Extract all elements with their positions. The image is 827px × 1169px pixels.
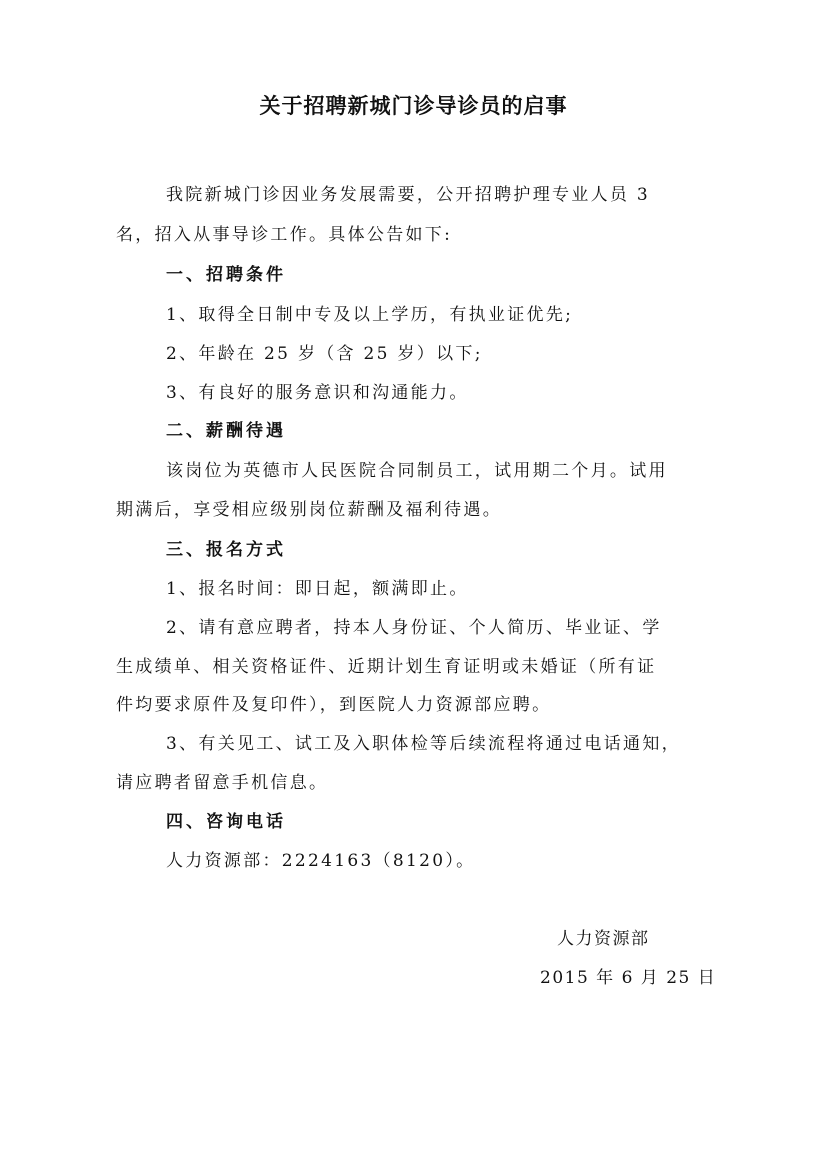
application-item-3-line-1: 3、有关见工、试工及入职体检等后续流程将通过电话通知， [166, 734, 681, 754]
section-heading-application: 三、报名方式 [166, 540, 286, 560]
section-heading-requirements: 一、招聘条件 [166, 265, 286, 285]
section-heading-compensation: 二、薪酬待遇 [166, 421, 286, 441]
application-item-1: 1、报名时间：即日起，额满即止。 [166, 579, 469, 599]
requirement-item-2: 2、年龄在 25 岁（含 25 岁）以下; [166, 344, 483, 364]
section-heading-contact: 四、咨询电话 [166, 812, 286, 832]
application-item-3-line-2: 请应聘者留意手机信息。 [116, 773, 329, 793]
contact-phone-line: 人力资源部：2224163（8120）。 [166, 851, 476, 871]
requirement-item-3: 3、有良好的服务意识和沟通能力。 [166, 383, 469, 403]
page-title: 关于招聘新城门诊导诊员的启事 [259, 94, 568, 118]
signature-date: 2015 年 6 月 25 日 [540, 968, 717, 988]
application-item-2-line-2: 生成绩单、相关资格证件、近期计划生育证明或未婚证（所有证 [116, 657, 657, 677]
application-item-2-line-3: 件均要求原件及复印件），到医院人力资源部应聘。 [116, 695, 552, 715]
application-item-2-line-1: 2、请有意应聘者，持本人身份证、个人简历、毕业证、学 [166, 618, 662, 638]
intro-line-2: 名，招入从事导诊工作。具体公告如下: [116, 225, 453, 245]
compensation-line-2: 期满后，享受相应级别岗位薪酬及福利待遇。 [116, 500, 502, 520]
requirement-item-1: 1、取得全日制中专及以上学历，有执业证优先; [166, 305, 574, 325]
compensation-line-1: 该岗位为英德市人民医院合同制员工，试用期二个月。试用 [166, 461, 668, 481]
intro-line-1: 我院新城门诊因业务发展需要，公开招聘护理专业人员 3 [166, 185, 651, 205]
signature-department: 人力资源部 [557, 929, 650, 949]
